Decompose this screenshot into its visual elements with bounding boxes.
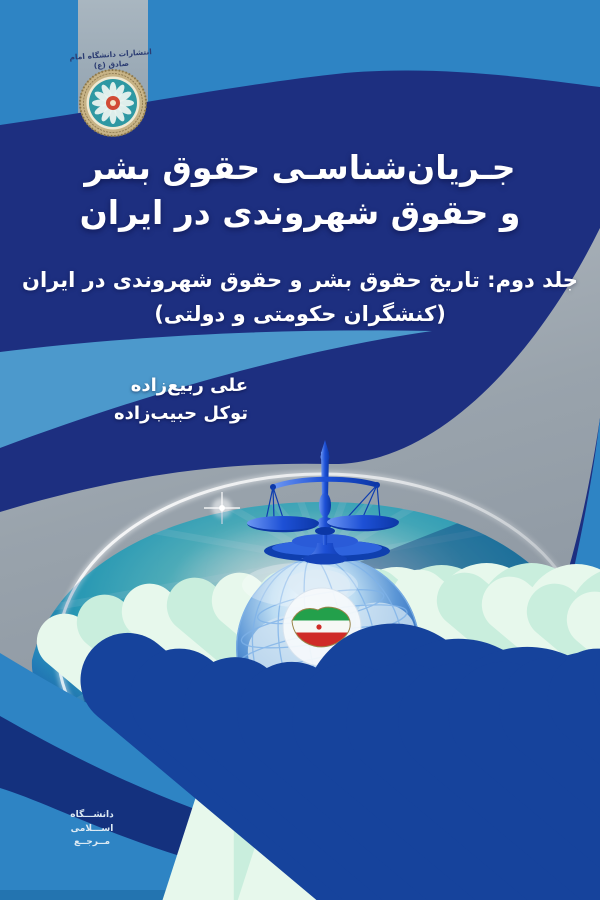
book-title (0, 146, 600, 235)
university-mark (63, 809, 121, 850)
author-1: علی ربیع‌زاده (130, 375, 248, 396)
university-mark-line-2: اســـلامی (70, 823, 114, 834)
subtitle-line-2: (کنشگران حکومتی و دولتی) (154, 301, 446, 326)
book-subtitle (0, 264, 600, 331)
title-line-2: و حقوق شهروندی در ایران (79, 192, 521, 232)
author-2: توکل حبیب‌زاده (114, 402, 248, 424)
publisher-medallion-logo (80, 70, 146, 136)
publisher-banner-text: انتشارات دانشگاه امام صادق (ع) (69, 47, 153, 70)
university-mark-line-1: دانشـــگاه (70, 810, 114, 820)
subtitle-line-1: جلد دوم: تاریخ حقوق بشر و حقوق شهروندی در ایران (22, 268, 578, 292)
authors (0, 372, 248, 428)
title-line-1: جـریان‌شناسـی حقوق بشر (84, 148, 516, 187)
university-mark-line-3: مــرجــع (73, 837, 111, 847)
